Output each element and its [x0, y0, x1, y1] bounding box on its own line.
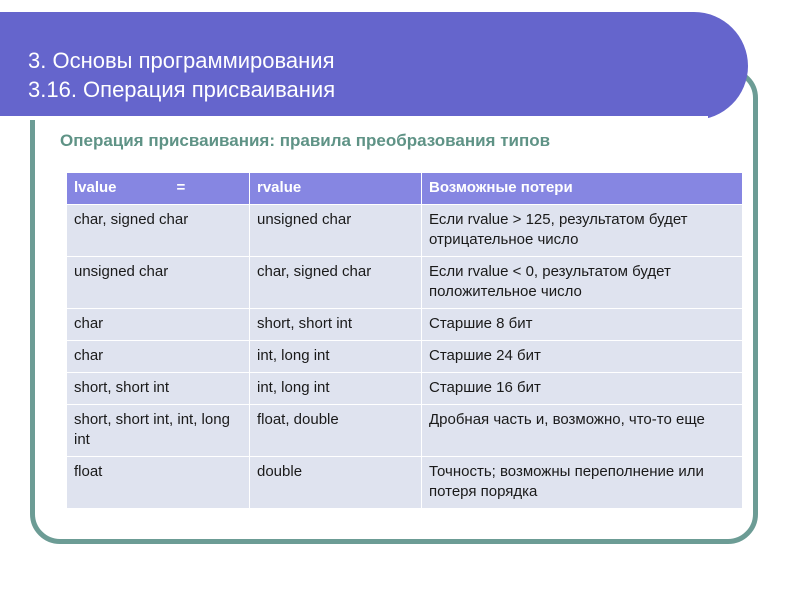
cell-rvalue: unsigned char: [250, 205, 422, 257]
header-loss: Возможные потери: [422, 173, 743, 205]
cell-rvalue: float, double: [250, 405, 422, 457]
cell-lvalue: short, short int: [67, 373, 250, 405]
cell-rvalue: int, long int: [250, 373, 422, 405]
cell-lvalue: float: [67, 457, 250, 509]
title-line-1: 3. Основы программирования: [28, 48, 335, 73]
cell-lvalue: char: [67, 309, 250, 341]
title-line-2: 3.16. Операция присваивания: [28, 77, 336, 102]
cell-rvalue: int, long int: [250, 341, 422, 373]
slide-header: [0, 12, 748, 120]
cell-loss: Если rvalue > 125, результатом будет отрицательное число: [422, 205, 743, 257]
cell-rvalue: double: [250, 457, 422, 509]
cell-lvalue: short, short int, int, long int: [67, 405, 250, 457]
header-equals: =: [176, 179, 186, 196]
cell-lvalue: unsigned char: [67, 257, 250, 309]
slide-subtitle: Операция присваивания: правила преобразования типов: [60, 131, 551, 150]
table-row: [67, 457, 743, 509]
header-rvalue: rvalue: [250, 173, 422, 205]
table-header-row: [67, 173, 743, 205]
header-lvalue: [67, 173, 250, 205]
cell-loss: Старшие 8 бит: [422, 309, 743, 341]
cell-loss: Точность; возможны переполнение или потеря порядка: [422, 457, 743, 509]
cell-loss: Старшие 24 бит: [422, 341, 743, 373]
slide-title: [28, 46, 335, 104]
header-lvalue-label: lvalue: [74, 179, 117, 196]
cell-rvalue: char, signed char: [250, 257, 422, 309]
table-row: [67, 309, 743, 341]
cell-loss: Старшие 16 бит: [422, 373, 743, 405]
cell-loss: Дробная часть и, возможно, что-то еще: [422, 405, 743, 457]
cell-loss: Если rvalue < 0, результатом будет положительное число: [422, 257, 743, 309]
table-row: [67, 257, 743, 309]
table-row: [67, 373, 743, 405]
table-row: [67, 205, 743, 257]
cell-lvalue: char: [67, 341, 250, 373]
cell-lvalue: char, signed char: [67, 205, 250, 257]
type-conversion-table: [66, 172, 743, 509]
cell-rvalue: short, short int: [250, 309, 422, 341]
table-row: [67, 341, 743, 373]
table-row: [67, 405, 743, 457]
header-divider: [0, 116, 708, 120]
